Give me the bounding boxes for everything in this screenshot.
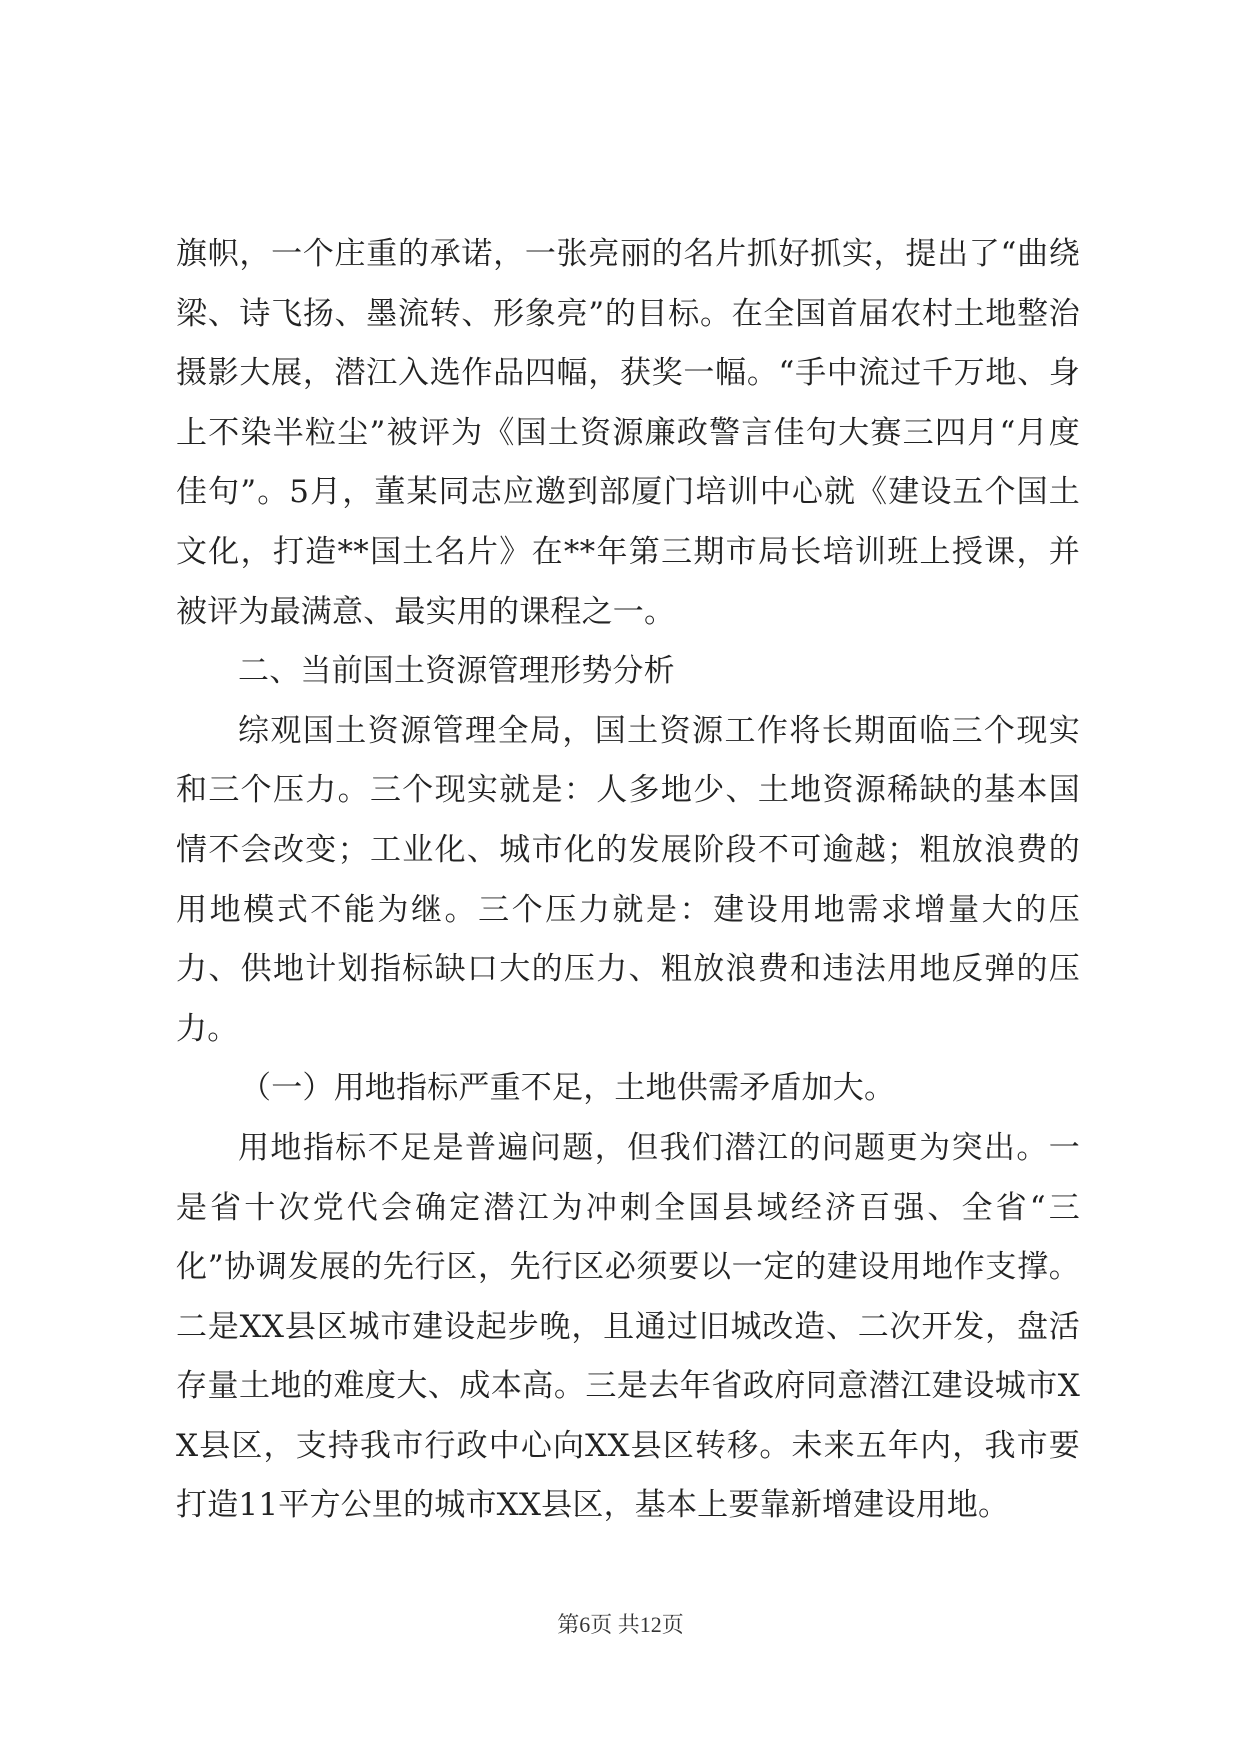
document-body: [176, 225, 1080, 1536]
section-heading: 二、当前国土资源管理形势分析: [238, 653, 675, 690]
paragraph-overview: 综观国土资源管理全局，国土资源工作将长期面临三个现实和三个压力。三个现实就是：人多地少、土地资源稀缺的基本国情不会改变；工业化、城市化的发展阶段不可逾越；粗放浪费的用地模式不能为继。三个压力就是：建设用地需求增量大的压力、供地计划指标缺口大的压力、粗放浪费和违法用地反弹的压力。: [176, 712, 1080, 1047]
page-number-footer: 第6页 共12页: [557, 1612, 684, 1637]
paragraph-land-quota: 用地指标不足是普遍问题，但我们潜江的问题更为突出。一是省十次党代会确定潜江为冲刺全国县域经济百强、全省“三化”协调发展的先行区，先行区必须要以一定的建设用地作支撑。二是XX县区城市建设起步晚，且通过旧城改造、二次开发，盘活存量土地的难度大、成本高。三是去年省政府同意潜江建设城市XX县区，支持我市行政中心向XX县区转移。未来五年内，我市要打造11平方公里的城市XX县区，基本上要靠新增建设用地。: [176, 1129, 1080, 1524]
subsection-heading: （一）用地指标严重不足，土地供需矛盾加大。: [240, 1070, 896, 1107]
paragraph-continuation: 旗帜，一个庄重的承诺，一张亮丽的名片抓好抓实，提出了“曲绕梁、诗飞扬、墨流转、形象亮”的目标。在全国首届农村土地整治摄影大展，潜江入选作品四幅，获奖一幅。“手中流过千万地、身上不染半粒尘”被评为《国土资源廉政警言佳句大赛三四月“月度佳句”。5月，董某同志应邀到部厦门培训中心就《建设五个国土文化，打造**国土名片》在**年第三期市局长培训班上授课，并被评为最满意、最实用的课程之一。: [176, 236, 1080, 630]
